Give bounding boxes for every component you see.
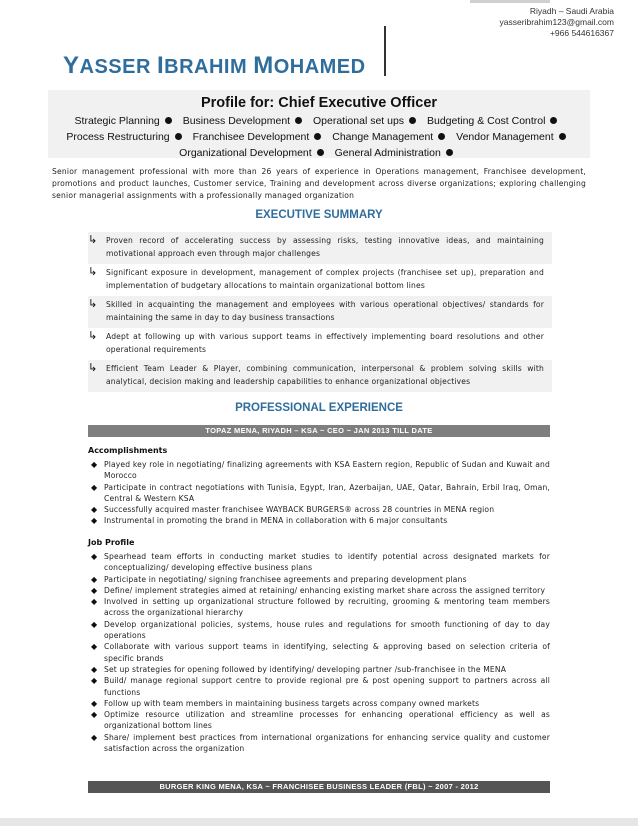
accomplishment-item [88, 515, 550, 526]
accomplishments-heading: Accomplishments [88, 446, 168, 455]
accomplishment-text: Played key role in negotiating/ finalizing agreements with KSA Eastern region, Republic of Sudan and Kuwait and Morocco [104, 460, 550, 481]
job-profile-text: Optimize resource utilization and streamline processes for enhancing operational efficiency as well as organizational bottom lines [104, 710, 550, 731]
page-bottom-edge [0, 818, 638, 826]
bullet-dot-icon [175, 133, 182, 140]
executive-summary-list [88, 232, 552, 392]
diamond-bullet-icon: ◆ [91, 516, 98, 526]
job-profile-text: Involved in setting up organizational structure followed by recruiting, grooming & mentoring team members across the organizational hierarchy [104, 597, 550, 618]
name-rest-2: BRAHIM [164, 56, 254, 78]
job-profile-item [88, 585, 550, 596]
arrow-bullet-icon: ↳ [88, 361, 98, 374]
profile-skill-item: Vendor Management [456, 131, 554, 143]
diamond-bullet-icon: ◆ [91, 574, 98, 584]
contact-phone: +966 544616367 [549, 28, 614, 38]
job-profile-item [88, 596, 550, 619]
contact-email[interactable]: yasseribrahim123@gmail.com [499, 17, 614, 27]
profile-skill-item: Operational set ups [313, 115, 405, 127]
header-vertical-rule [384, 26, 386, 76]
name-rest-3: OHAMED [273, 56, 366, 78]
diamond-bullet-icon: ◆ [91, 619, 98, 629]
bullet-dot-icon [446, 149, 453, 156]
job-profile-text: Spearhead team efforts in conducting market studies to identify potential across designated markets for conceptualizing/ developing effective business plans [104, 552, 550, 573]
job-profile-item [88, 709, 550, 732]
diamond-bullet-icon: ◆ [91, 710, 98, 720]
contact-block [500, 6, 614, 39]
job-profile-text: Develop organizational policies, systems, house rules and regulations for smooth functioning of day to day operations [104, 619, 550, 641]
bullet-dot-icon [295, 117, 302, 124]
job-profile-item [88, 551, 550, 574]
executive-summary-item [88, 328, 552, 360]
accomplishment-text: Instrumental in promoting the brand in MENA in collaboration with 6 major consultants [104, 516, 448, 526]
job-profile-text: Share/ implement best practices from international organizations for enhancing service quality and customer satisfaction across the organization [104, 732, 550, 754]
job-profile-text: Set up strategies for opening followed by identifying/ developing partner /sub-franchisee in the MENA [104, 664, 507, 674]
bullet-dot-icon [438, 133, 445, 140]
diamond-bullet-icon: ◆ [91, 732, 98, 742]
accomplishment-item [88, 459, 550, 482]
job-profile-item [88, 641, 550, 664]
name-rest-1: ASSER [79, 56, 157, 78]
job-profile-text: Define/ implement strategies aimed at retaining/ enhancing existing market share across the assigned territory [104, 585, 546, 595]
diamond-bullet-icon: ◆ [91, 552, 98, 561]
name-initial-1: Y [63, 52, 80, 79]
profile-skill-item: Organizational Development [179, 147, 312, 159]
executive-summary-text: Skilled in acquainting the management and employees with various operational objectives/ standards for maintaining the same in day to day business transactions [106, 300, 544, 322]
executive-summary-title: EXECUTIVE SUMMARY [255, 209, 383, 221]
accomplishment-text: Participate in contract negotiations with Tunisia, Egypt, Iran, Azerbaijan, UAE, Qatar, Bahrain, Erbil Iraq, Oman, Central & Western KSA [104, 482, 550, 503]
diamond-bullet-icon: ◆ [91, 460, 98, 469]
job-header-burger-king: BURGER KING MENA, KSA ~ FRANCHISEE BUSINESS LEADER (FBL) ~ 2007 - 2012 [88, 781, 550, 793]
job-profile-item [88, 664, 550, 675]
contact-location: Riyadh – Saudi Arabia [529, 6, 614, 16]
profile-skill-item: Change Management [332, 131, 434, 143]
accomplishments-list [88, 459, 550, 527]
profile-skill-item: Process Restructuring [66, 131, 170, 143]
arrow-bullet-icon: ↳ [88, 233, 98, 246]
profile-skill-item: Budgeting & Cost Control [426, 115, 546, 127]
job-profile-item [88, 698, 550, 709]
executive-summary-text: Adept at following up with various support teams in effectively implementing board resolutions and other operational requirements [106, 332, 544, 354]
profile-skill-item: Business Development [182, 115, 291, 127]
candidate-name [63, 52, 366, 80]
executive-summary-item [88, 264, 552, 296]
profile-skill-item: Strategic Planning [74, 115, 160, 127]
bullet-dot-icon [550, 117, 557, 124]
profile-title: Profile for: Chief Executive Officer [200, 95, 438, 111]
profile-skill-item: Franchisee Development [192, 131, 310, 143]
accomplishment-item [88, 482, 550, 505]
executive-summary-item [88, 296, 552, 328]
executive-summary-text: Significant exposure in development, management of complex projects (franchisee set up), preparation and implementation of budgetary allocations to maintain organizational bottom lines [106, 268, 544, 290]
top-divider [470, 0, 550, 3]
professional-experience-title: PROFESSIONAL EXPERIENCE [235, 402, 403, 414]
job-profile-item [88, 574, 550, 585]
accomplishment-text: Successfully acquired master franchisee WAYBACK BURGERS® across 28 countries in MENA region [104, 505, 495, 515]
name-initial-2: I [156, 52, 165, 79]
diamond-bullet-icon: ◆ [91, 664, 98, 674]
profile-skills [60, 113, 580, 161]
diamond-bullet-icon: ◆ [91, 597, 98, 607]
job-profile-text: Follow up with team members in maintaining business targets across company owned markets [104, 698, 480, 708]
executive-summary-item [88, 232, 552, 264]
bullet-dot-icon [317, 149, 324, 156]
diamond-bullet-icon: ◆ [91, 585, 98, 595]
bullet-dot-icon [165, 117, 172, 124]
executive-summary-text: Efficient Team Leader & Player, combining communication, interpersonal & problem solving skills with analytical, decision making and leadership capabilities to enhance organizational objectives [106, 364, 544, 386]
summary-paragraph: Senior management professional with more than 26 years of experience in Operations management, Franchisee development, promotions and product launches, Customer service, Training and development across diverse organizations; exploring challenging senior managerial assignments with a professionally managed organization [52, 167, 586, 200]
diamond-bullet-icon: ◆ [91, 482, 98, 492]
job-profile-text: Participate in negotiating/ signing franchisee agreements and preparing development plans [104, 574, 467, 584]
diamond-bullet-icon: ◆ [91, 642, 98, 652]
job-profile-text: Collaborate with various support teams in identifying, selecting & approving based on selection criteria of specific brands [104, 642, 550, 663]
arrow-bullet-icon: ↳ [88, 329, 98, 342]
accomplishment-item [88, 504, 550, 515]
job-profile-item [88, 675, 550, 698]
arrow-bullet-icon: ↳ [88, 265, 98, 278]
bullet-dot-icon [559, 133, 566, 140]
executive-summary-text: Proven record of accelerating success by assessing risks, testing innovative ideas, and maintaining motivational approach even through major challenges [106, 236, 544, 258]
name-initial-3: M [253, 52, 274, 79]
job-profile-heading: Job Profile [88, 538, 135, 547]
job-header-topaz: TOPAZ MENA, RIYADH – KSA ~ CEO ~ JAN 2013 TILL DATE [88, 425, 550, 437]
job-profile-text: Build/ manage regional support centre to provide regional pre & post opening support to partners across all functions [104, 676, 550, 697]
job-profile-item [88, 619, 550, 642]
diamond-bullet-icon: ◆ [91, 505, 98, 515]
job-profile-list [88, 551, 550, 754]
bullet-dot-icon [314, 133, 321, 140]
diamond-bullet-icon: ◆ [91, 676, 98, 686]
profile-skill-item: General Administration [334, 147, 441, 159]
executive-summary-item [88, 360, 552, 392]
job-profile-item [88, 732, 550, 755]
bullet-dot-icon [409, 117, 416, 124]
arrow-bullet-icon: ↳ [88, 297, 98, 310]
diamond-bullet-icon: ◆ [91, 698, 98, 708]
